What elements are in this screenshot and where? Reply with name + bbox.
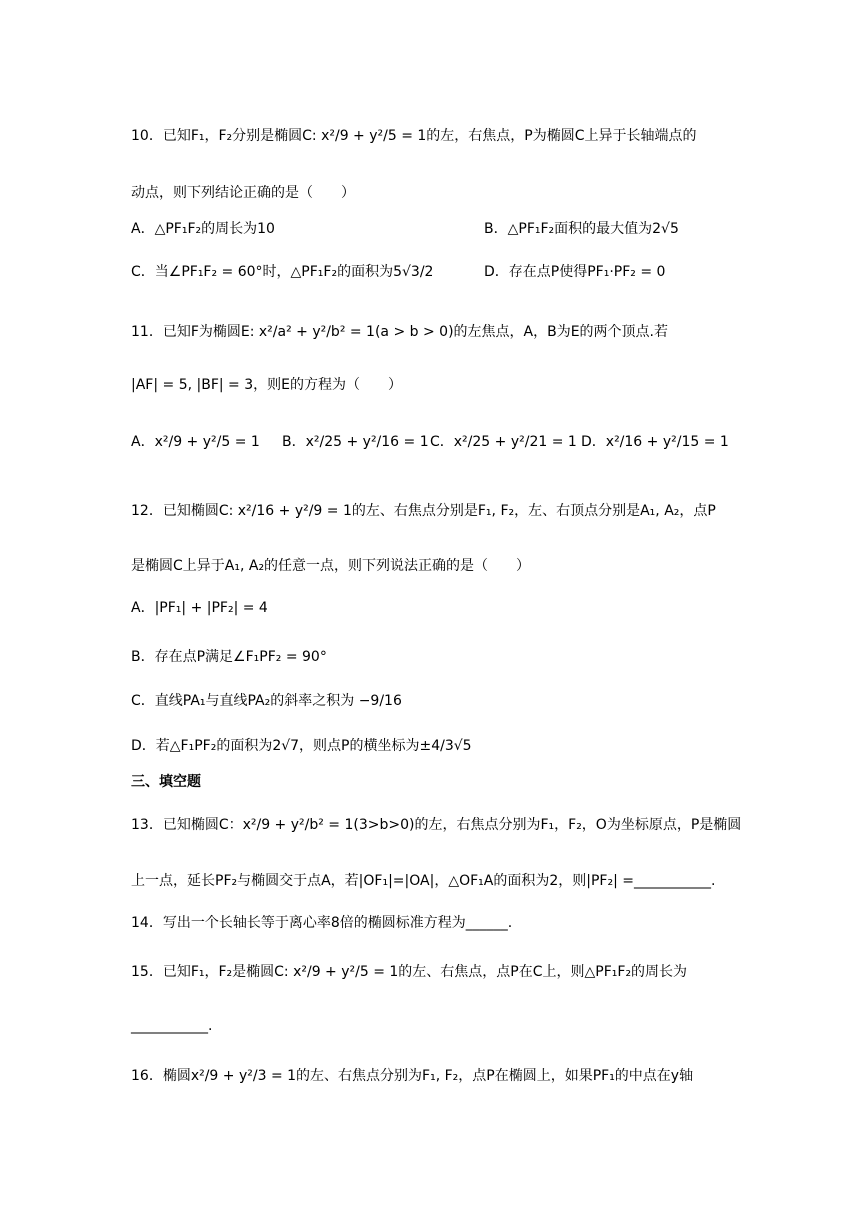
q16-stem: 16．椭圆x²/9 + y²/3 = 1的左、右焦点分别为F₁, F₂，点P在椭圆上，如果PF₁的中点在y轴 [131, 1068, 694, 1084]
q13-stem-line2: 上一点，延长PF₂与椭圆交于点A，若|OF₁|=|OA|，△OF₁A的面积为2，则|PF₂| =___________. [131, 873, 716, 889]
q11-stem-line1: 11．已知F为椭圆E: x²/a² + y²/b² = 1(a > b > 0)的左焦点，A，B为E的两个顶点.若 [131, 324, 669, 340]
section-title: 三、填空题 [131, 774, 201, 790]
q10-option-c: C．当∠PF₁F₂ = 60°时，△PF₁F₂的面积为5√3/2 [131, 264, 434, 280]
q15-stem-line1: 15．已知F₁，F₂是椭圆C: x²/9 + y²/5 = 1的左、右焦点，点P在C上，则△PF₁F₂的周长为 [131, 964, 688, 980]
q13-stem-line1: 13．已知椭圆C：x²/9 + y²/b² = 1(3>b>0)的左，右焦点分别为F₁，F₂，O为坐标原点，P是椭圆 [131, 817, 742, 833]
q10-option-d: D．存在点P使得PF₁·PF₂ = 0 [484, 264, 666, 280]
q11-option-a: A．x²/9 + y²/5 = 1 [131, 434, 260, 450]
q11-stem-line2: |AF| = 5, |BF| = 3，则E的方程为（ ） [131, 377, 402, 393]
q14-stem: 14．写出一个长轴长等于离心率8倍的椭圆标准方程为______. [131, 915, 513, 931]
q10-option-b: B．△PF₁F₂面积的最大值为2√5 [484, 221, 679, 237]
q11-option-b: B．x²/25 + y²/16 = 1 [282, 434, 429, 450]
q10-option-a: A．△PF₁F₂的周长为10 [131, 221, 275, 237]
q10-stem-line2: 动点，则下列结论正确的是（ ） [131, 185, 355, 201]
q12-option-a: A．|PF₁| + |PF₂| = 4 [131, 600, 268, 616]
q11-option-c: C．x²/25 + y²/21 = 1 [430, 434, 577, 450]
q10-stem-line1: 10．已知F₁，F₂分别是椭圆C: x²/9 + y²/5 = 1的左，右焦点，P为椭圆C上异于长轴端点的 [131, 128, 697, 144]
q15-stem-line2: ___________. [131, 1018, 213, 1034]
q12-option-c: C．直线PA₁与直线PA₂的斜率之积为 −9/16 [131, 693, 402, 709]
q11-option-d: D．x²/16 + y²/15 = 1 [581, 434, 729, 450]
q12-stem-line1: 12．已知椭圆C: x²/16 + y²/9 = 1的左、右焦点分别是F₁, F₂，左、右顶点分别是A₁, A₂，点P [131, 503, 716, 519]
q12-stem-line2: 是椭圆C上异于A₁, A₂的任意一点，则下列说法正确的是（ ） [131, 558, 531, 574]
q12-option-b: B．存在点P满足∠F₁PF₂ = 90° [131, 649, 327, 665]
q12-option-d: D．若△F₁PF₂的面积为2√7，则点P的横坐标为±4/3√5 [131, 738, 472, 754]
